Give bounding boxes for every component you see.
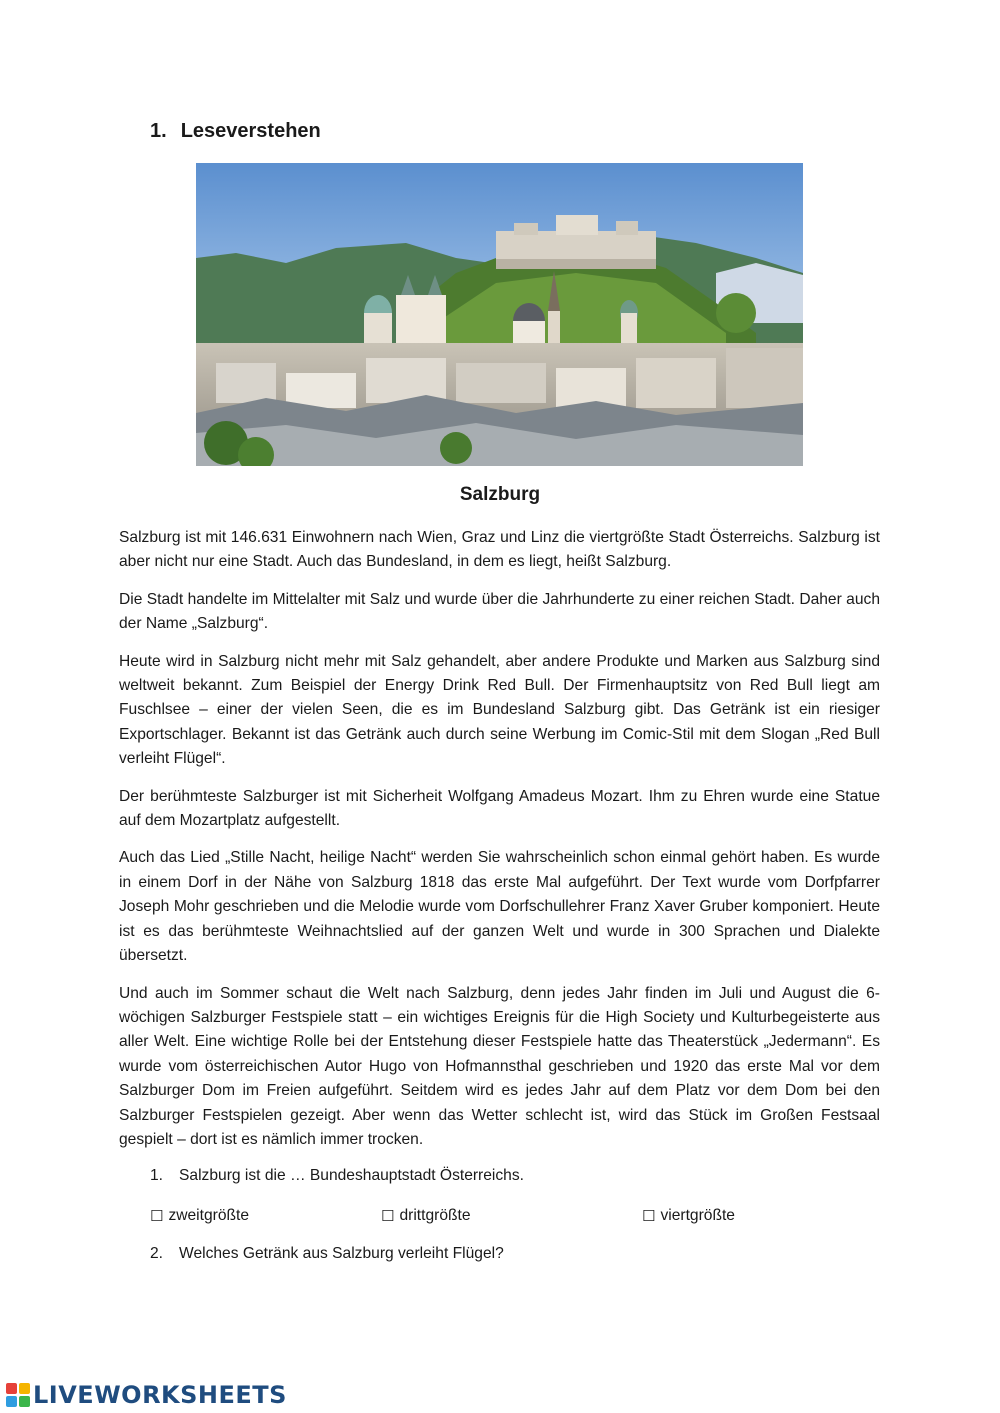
paragraph: Salzburg ist mit 146.631 Einwohnern nach Wien, Graz und Linz die viertgrößte Stadt Österreichs. Salzburg ist aber nicht nur eine Stadt. Auch das Bundesland, in dem es liegt, heißt Salzburg. — [119, 529, 880, 571]
liveworksheets-logo — [6, 1381, 287, 1409]
question-text: Welches Getränk aus Salzburg verleiht Flügel? — [179, 1245, 504, 1262]
option-drittgroesste[interactable] — [381, 1207, 471, 1225]
article-body — [119, 526, 880, 1165]
option-label: zweitgrößte — [168, 1207, 250, 1224]
article-title: Salzburg — [459, 484, 541, 505]
brand-name: LIVEWORKSHEETS — [33, 1381, 287, 1409]
section-heading — [150, 120, 321, 143]
option-viertgroesste[interactable] — [642, 1207, 735, 1225]
question-2 — [150, 1245, 504, 1263]
paragraph: Der berühmteste Salzburger ist mit Sicherheit Wolfgang Amadeus Mozart. Ihm zu Ehren wurde eine Statue auf dem Mozartplatz aufgestellt. — [119, 787, 880, 830]
checkbox-icon[interactable]: ☐ — [150, 1207, 164, 1225]
question-1 — [150, 1167, 524, 1185]
question-number: 2. — [150, 1245, 164, 1262]
paragraph: Auch das Lied „Stille Nacht, heilige Nacht“ werden Sie wahrscheinlich schon einmal gehört haben. Es wurde in einem Dorf in der Nähe von Salzburg 1818 das erste Mal aufgeführt. Der Text wurde vom Dorfpfarrer Joseph Mohr geschrieben und die Melodie wurde vom Dorfschullehrer Franz Xaver Gruber komponiert. Heute ist es das berühmteste Weihnachtslied auf der ganzen Welt und wurde in 300 Sprachen und Dialekte übersetzt. — [119, 849, 880, 965]
salzburg-city-photo — [196, 163, 803, 466]
option-label: drittgrößte — [399, 1207, 471, 1224]
paragraph: Und auch im Sommer schaut die Welt nach Salzburg, denn jedes Jahr finden im Juli und August die 6-wöchigen Salzburger Festspiele statt – ein wichtiges Ereignis für die High Society und Kulturbegeisterte aus aller Welt. Eine wichtige Rolle bei der Entstehung dieser Festspiele hatte das Theaterstück „Jedermann“. Es wurde vom österreichischen Autor Hugo von Hofmannsthal geschrieben und 1920 das erste Mal vor dem Salzburger Dom im Freien aufgeführt. Seitdem wird es jedes Jahr auf dem Platz vor dem Dom bei den Salzburger Festspielen gezeigt. Aber wenn das Wetter schlecht ist, wird das Stück im Großen Festsaal gespielt – dort ist es nämlich immer trocken. — [119, 984, 880, 1148]
option-label: viertgrößte — [660, 1207, 735, 1224]
liveworksheets-logo-icon — [6, 1383, 30, 1407]
section-title: Leseverstehen — [180, 120, 321, 142]
paragraph: Die Stadt handelte im Mittelalter mit Salz und wurde über die Jahrhunderte zu einer reichen Stadt. Daher auch der Name „Salzburg“. — [119, 590, 880, 633]
option-zweitgroesste[interactable] — [150, 1207, 249, 1225]
section-number: 1. — [150, 120, 167, 142]
question-text: Salzburg ist die … Bundeshauptstadt Österreichs. — [179, 1167, 524, 1184]
question-number: 1. — [150, 1167, 164, 1184]
paragraph: Heute wird in Salzburg nicht mehr mit Salz gehandelt, aber andere Produkte und Marken aus Salzburg sind weltweit bekannt. Zum Beispiel der Energy Drink Red Bull. Der Firmenhauptsitz von Red Bull liegt am Fuschlsee – einer der vielen Seen, die es im Bundesland Salzburg gibt. Das Getränk ist ein riesiger Exportschlager. Bekannt ist das Getränk auch durch seine Werbung im Comic-Stil mit dem Slogan „Red Bull verleiht Flügel“. — [119, 652, 880, 768]
checkbox-icon[interactable]: ☐ — [381, 1207, 395, 1225]
checkbox-icon[interactable]: ☐ — [642, 1207, 656, 1225]
